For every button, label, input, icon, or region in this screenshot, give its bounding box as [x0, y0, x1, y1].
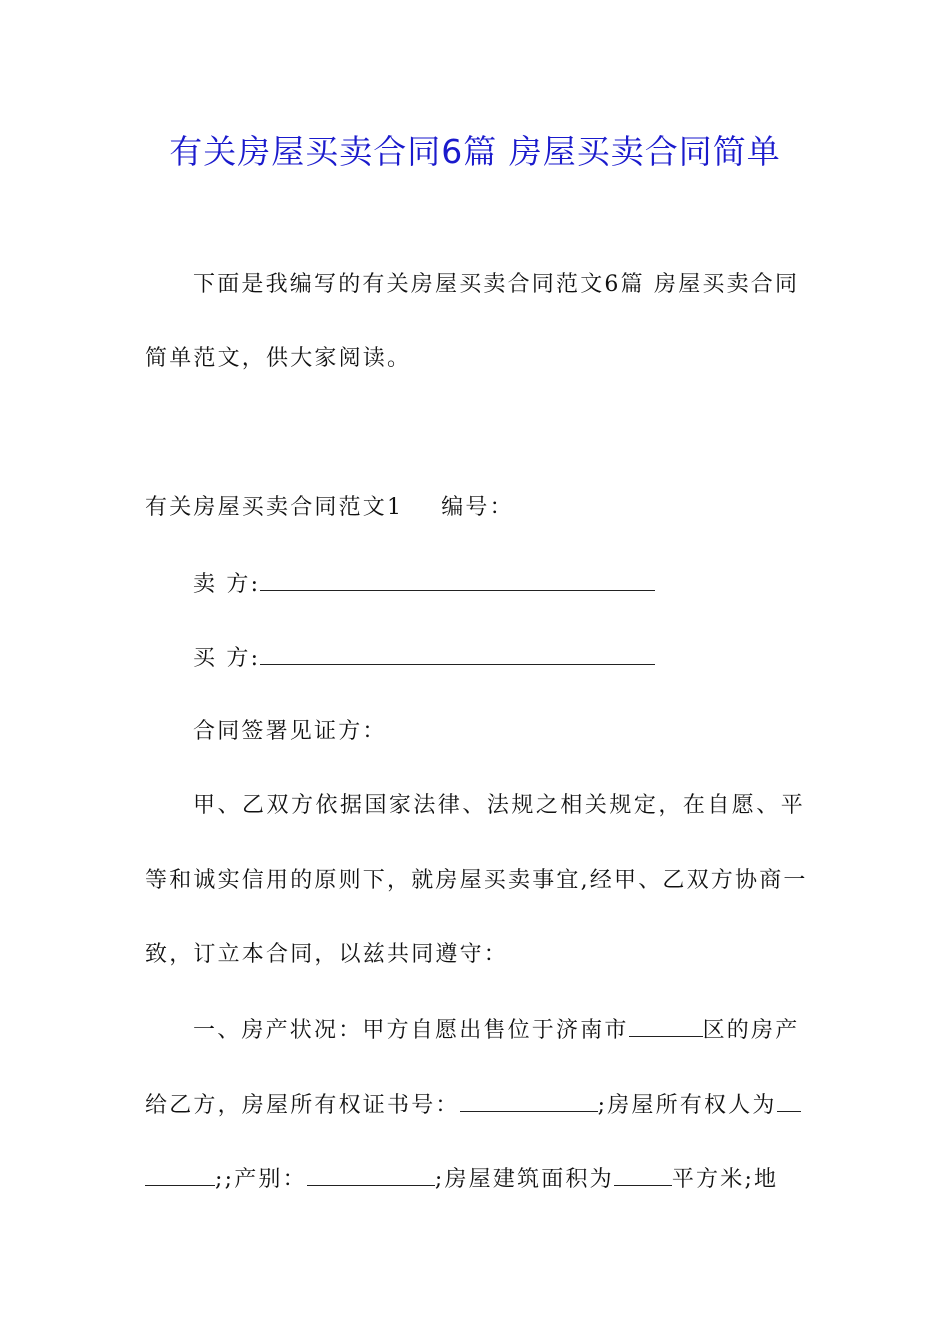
buyer-row — [193, 640, 805, 676]
section-heading-row — [145, 491, 805, 525]
para2-line-2 — [145, 1087, 805, 1123]
para1-line-1: 甲、乙双方依据国家法律、法规之相关规定，在自愿、平 — [193, 793, 805, 818]
area-blank — [614, 1161, 672, 1186]
seller-label: 卖 方: — [193, 572, 261, 597]
seller-blank — [260, 566, 655, 591]
para2-line-2-a: 给乙方，房屋所有权证书号： — [145, 1093, 460, 1118]
para2-line-3-b: ;房屋建筑面积为 — [434, 1167, 614, 1192]
intro-line-1: 下面是我编写的有关房屋买卖合同范文6篇 房屋买卖合同 — [193, 272, 800, 297]
buyer-blank — [260, 640, 655, 665]
number-label: 编号： — [441, 495, 514, 520]
para2-line-2-b: ;房屋所有权人为 — [597, 1093, 777, 1118]
para2-line-3-c: 平方米;地 — [671, 1167, 779, 1192]
district-blank — [629, 1012, 703, 1037]
witness-label: 合同签署见证方： — [193, 719, 387, 744]
buyer-label: 买 方: — [193, 646, 261, 671]
para2-line-1-a: 一、房产状况：甲方自愿出售位于济南市 — [193, 1018, 629, 1043]
section-heading: 有关房屋买卖合同范文1 — [145, 495, 404, 520]
owner-blank-start — [777, 1087, 801, 1112]
para1-line-2: 等和诚实信用的原则下，就房屋买卖事宜,经甲、乙双方协商一 — [145, 868, 808, 893]
seller-row — [193, 566, 805, 602]
intro-line-2: 简单范文，供大家阅读。 — [145, 346, 412, 371]
para1-line-3: 致，订立本合同，以兹共同遵守： — [145, 942, 509, 967]
para2-line-3 — [145, 1161, 805, 1197]
document-title: 有关房屋买卖合同6篇 房屋买卖合同简单 — [169, 132, 781, 171]
para2-line-3-a: ;;产别： — [215, 1167, 307, 1192]
owner-blank-end — [145, 1161, 215, 1186]
para2-line-1 — [193, 1012, 805, 1048]
para2-line-1-b: 区的房产 — [702, 1018, 800, 1043]
property-type-blank — [307, 1161, 435, 1186]
certificate-blank — [460, 1087, 598, 1112]
